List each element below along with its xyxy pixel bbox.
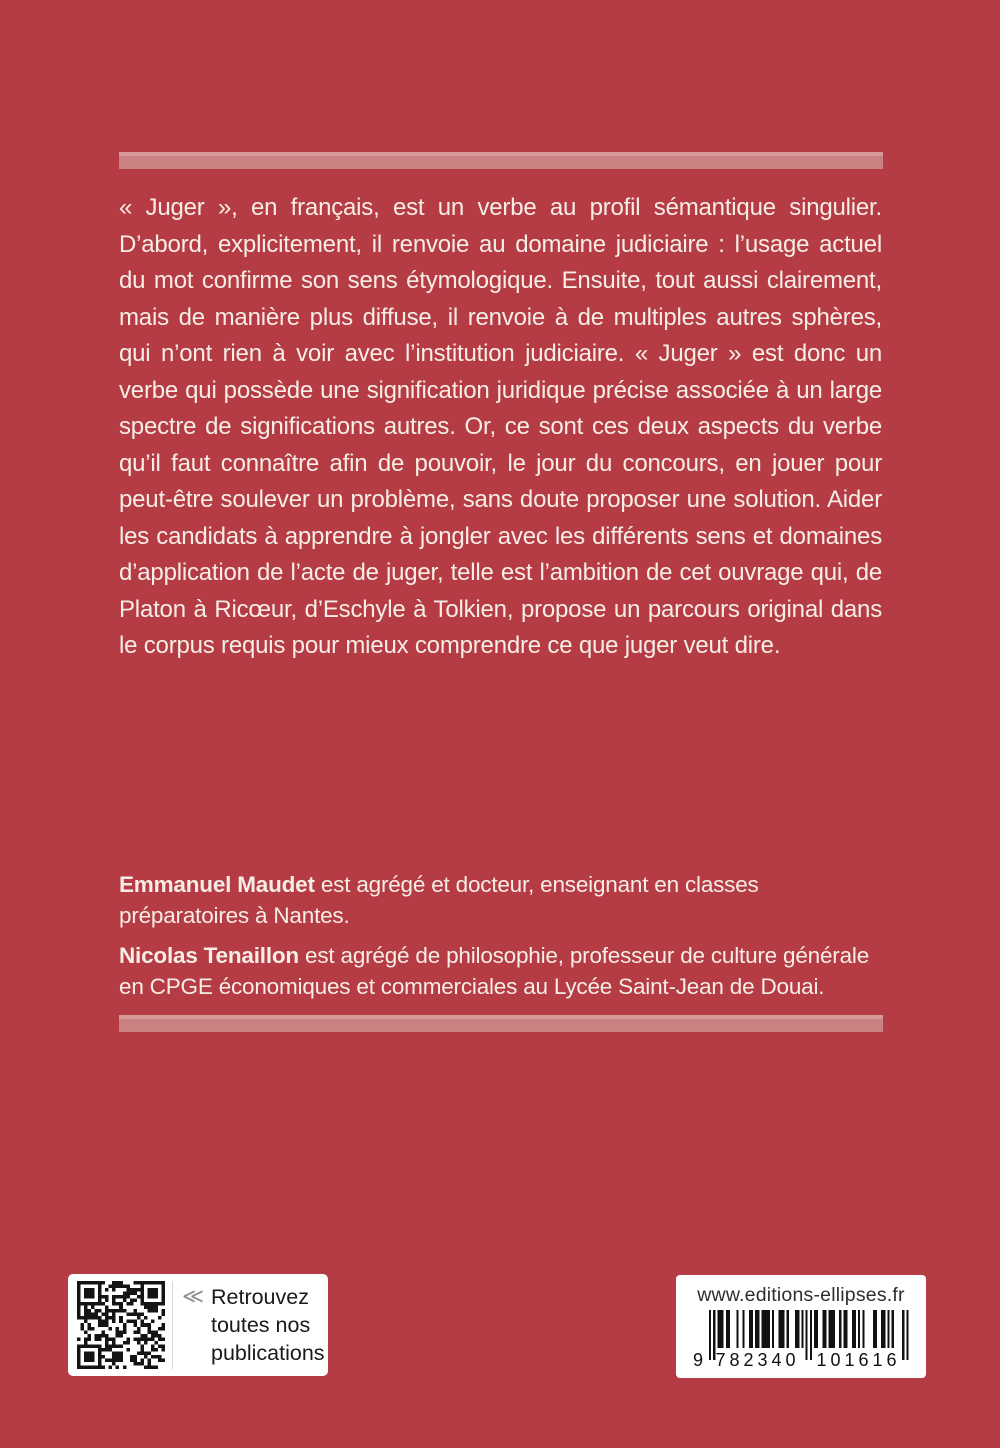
author-bio-text: est agrégé de philosophie, professeur de culture générale en CPGE économiques et commerciales au Lycée Saint-Jean de Douai. (119, 943, 870, 999)
author-bio-maudet (119, 869, 882, 931)
publisher-url: www.editions-ellipses.fr (697, 1284, 905, 1306)
isbn-digits-right: 101616 (816, 1350, 901, 1370)
isbn-panel (676, 1275, 926, 1378)
barcode-wrap (693, 1310, 909, 1370)
isbn-digit-lead: 9 (693, 1350, 704, 1370)
top-accent-bar (119, 152, 883, 169)
publications-qr-panel (68, 1274, 328, 1376)
author-bio-text: est agrégé et docteur, enseignant en classes préparatoires à Nantes. (119, 872, 759, 928)
author-name: Nicolas Tenaillon (119, 943, 299, 968)
double-chevron-icon: ≪ (182, 1285, 204, 1308)
author-name: Emmanuel Maudet (119, 872, 315, 897)
qr-code-icon (77, 1281, 165, 1369)
author-bio-tenaillon (119, 940, 882, 1002)
publications-label-row (173, 1283, 331, 1367)
bottom-accent-bar (119, 1015, 883, 1032)
publications-label: Retrouvez toutes nos publications (210, 1285, 325, 1365)
back-cover-blurb: « Juger », en français, est un verbe au profil sémantique singulier. D’abord, explicitement, il renvoie au domaine judiciaire : l’usage actuel du mot confirme son sens étymologique. Ensuite, tout aussi clairement, mais de manière plus diffuse, il renvoie à de multiples autres sphères, qui n’ont rien à voir avec l’institution judiciaire. « Juger » est donc un verbe qui possède une signification juridique précise associée à un large spectre de significations autres. Or, ce sont ces deux aspects du verbe qu’il faut connaître afin de pouvoir, le jour du concours, en jouer pour peut-être soulever un problème, sans doute proposer une solution. Aider les candidats à apprendre à jongler avec les différents sens et domaines d’application de l’acte de juger, telle est l’ambition de cet ouvrage qui, de Platon à Ricœur, d’Eschyle à Tolkien, propose un parcours original dans le corpus requis pour mieux comprendre ce que juger veut dire. (119, 194, 882, 659)
isbn-number (693, 1350, 909, 1370)
isbn-digits-left: 782340 (715, 1350, 800, 1370)
